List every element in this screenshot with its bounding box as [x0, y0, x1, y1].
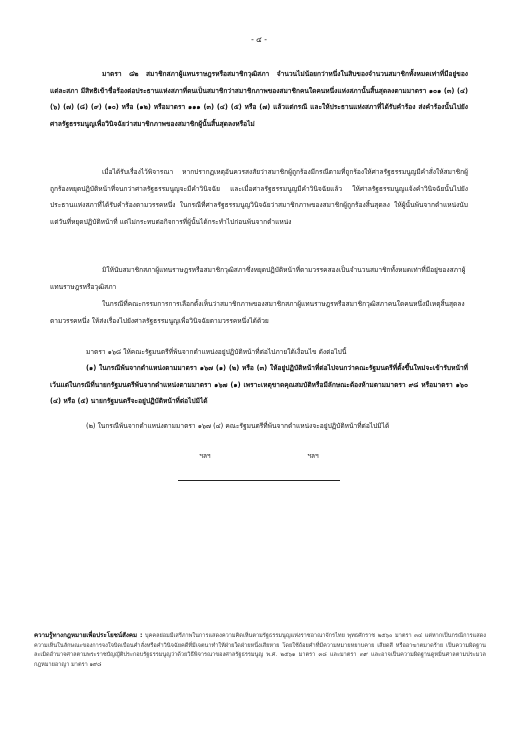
page-number: - ๔ - [251, 35, 267, 44]
footnote-text: บุคคลย่อมมีเสรีภาพในการแสดงความคิดเห็นตามรัฐธรรมนูญแห่งราชอาณาจักรไทย พุทธศักราช ๒๕๖๐ มาตรา ๓๔ แต่หากเป็นกรณีการแสดงความเห็นในลักษณะของการจงใจบิดเบือนคำสั่งหรือคำวินิจฉัยคดีที่มีเจตนาทำให้ฝ่ายใดฝ่ายหนึ่งเสียหาย โดยใช้ถ้อยคำที่มีความหมายหยาบคาย เสียดสี หรืออาฆาตมาดร้าย เป็นความผิดฐานละเมิดอำนาจศาลตามพระราชบัญญัติประกอบรัฐธรรมนูญว่าด้วยวิธีพิจารณาของศาลรัฐธรรมนูญ พ.ศ. ๒๕๖๑ มาตรา ๓๘ และมาตรา ๓๙ และอาจเป็นความผิดฐานดูหมิ่นศาลตามประมวลกฎหมายอาญา มาตรา ๑๙๘ [34, 633, 486, 668]
omission-mark: ฯลฯ [199, 452, 211, 460]
footnote-title: ความรู้ทางกฎหมายเพื่อประโยชน์สังคม : [34, 632, 143, 639]
paragraph-section-82: มาตรา ๘๒ สมาชิกสภาผู้แทนราษฎรหรือสมาชิกวุฒิสภา จำนวนไม่น้อยกว่าหนึ่งในสิบของจำนวนสมาชิกทั้งหมดเท่าที่มีอยู่ของแต่ละสภา มีสิทธิเข้าชื่อร้องต่อประธานแห่งสภาที่ตนเป็นสมาชิกว่าสมาชิกภาพของสมาชิกคนใดคนหนึ่งแห่งสภานั้นสิ้นสุดลงตามมาตรา ๑๐๑ (๓) (๔) (๖) (๗) (๘) (๙) (๑๐) หรือ (๑๒) หรือมาตรา ๑๑๑ (๓) (๔) (๕) หรือ (๗) แล้วแต่กรณี และให้ประธานแห่งสภาที่ได้รับคำร้อง ส่งคำร้องนั้นไปยังศาลรัฐธรรมนูญเพื่อวินิจฉัยว่าสมาชิกภาพของสมาชิกผู้นั้นสิ้นสุดลงหรือไม่ [50, 70, 468, 128]
section-divider [178, 480, 340, 481]
paragraph-section-168: มาตรา ๑๖๘ ให้คณะรัฐมนตรีที่พ้นจากตำแหน่งอยู่ปฏิบัติหน้าที่ต่อไปภายใต้เงื่อนไข ดังต่อไปนี้ [86, 348, 347, 356]
omission-marks [0, 451, 518, 461]
paragraph-section-82-fourth: ในกรณีที่คณะกรรมการการเลือกตั้งเห็นว่าสมาชิกภาพของสมาชิกสภาผู้แทนราษฎรหรือสมาชิกวุฒิสภาคนใดคนหนึ่งมีเหตุสิ้นสุดลงตามวรรคหนึ่ง ให้ส่งเรื่องไปยังศาลรัฐธรรมนูญเพื่อวินิจฉัยตามวรรคหนึ่งได้ด้วย [50, 300, 465, 325]
omission-mark: ฯลฯ [307, 452, 319, 460]
paragraph-section-168-item-1: (๑) ในกรณีพ้นจากตำแหน่งตามมาตรา ๑๖๗ (๑) (๒) หรือ (๓) ให้อยู่ปฏิบัติหน้าที่ต่อไปจนกว่าคณะรัฐมนตรีที่ตั้งขึ้นใหม่จะเข้ารับหน้าที่ เว้นแต่ในกรณีที่นายกรัฐมนตรีพ้นจากตำแหน่งตามมาตรา ๑๖๗ (๑) เพราะเหตุขาดคุณสมบัติหรือมีลักษณะต้องห้ามตามมาตรา ๙๘ หรือมาตรา ๑๖๐ (๔) หรือ (๕) นายกรัฐมนตรีจะอยู่ปฏิบัติหน้าที่ต่อไปมิได้ [50, 364, 468, 405]
paragraph-section-82-second: เมื่อได้รับเรื่องไว้พิจารณา หากปรากฏเหตุอันควรสงสัยว่าสมาชิกผู้ถูกร้องมีกรณีตามที่ถูกร้องให้ศาลรัฐธรรมนูญมีคำสั่งให้สมาชิกผู้ถูกร้องหยุดปฏิบัติหน้าที่จนกว่าศาลรัฐธรรมนูญจะมีคำวินิจฉัย และเมื่อศาลรัฐธรรมนูญมีคำวินิจฉัยแล้ว ให้ศาลรัฐธรรมนูญแจ้งคำวินิจฉัยนั้นไปยังประธานแห่งสภาที่ได้รับคำร้องตามวรรคหนึ่ง ในกรณีที่ศาลรัฐธรรมนูญวินิจฉัยว่าสมาชิกภาพของสมาชิกผู้ถูกร้องสิ้นสุดลง ให้ผู้นั้นพ้นจากตำแหน่งนับแต่วันที่หยุดปฏิบัติหน้าที่ แต่ไม่กระทบต่อกิจการที่ผู้นั้นได้กระทำไปก่อนพ้นจากตำแหน่ง [50, 168, 468, 226]
legal-notice-footnote [34, 631, 486, 670]
paragraph-section-82-third: มิให้นับสมาชิกสภาผู้แทนราษฎรหรือสมาชิกวุฒิสภาซึ่งหยุดปฏิบัติหน้าที่ตามวรรคสองเป็นจำนวนสมาชิกทั้งหมดเท่าที่มีอยู่ของสภาผู้แทนราษฎรหรือวุฒิสภา [50, 266, 466, 291]
paragraph-section-168-item-2: (๒) ในกรณีพ้นจากตำแหน่งตามมาตรา ๑๖๗ (๔) คณะรัฐมนตรีที่พ้นจากตำแหน่งจะอยู่ปฏิบัติหน้าที่ต่อไปมิได้ [86, 422, 390, 430]
